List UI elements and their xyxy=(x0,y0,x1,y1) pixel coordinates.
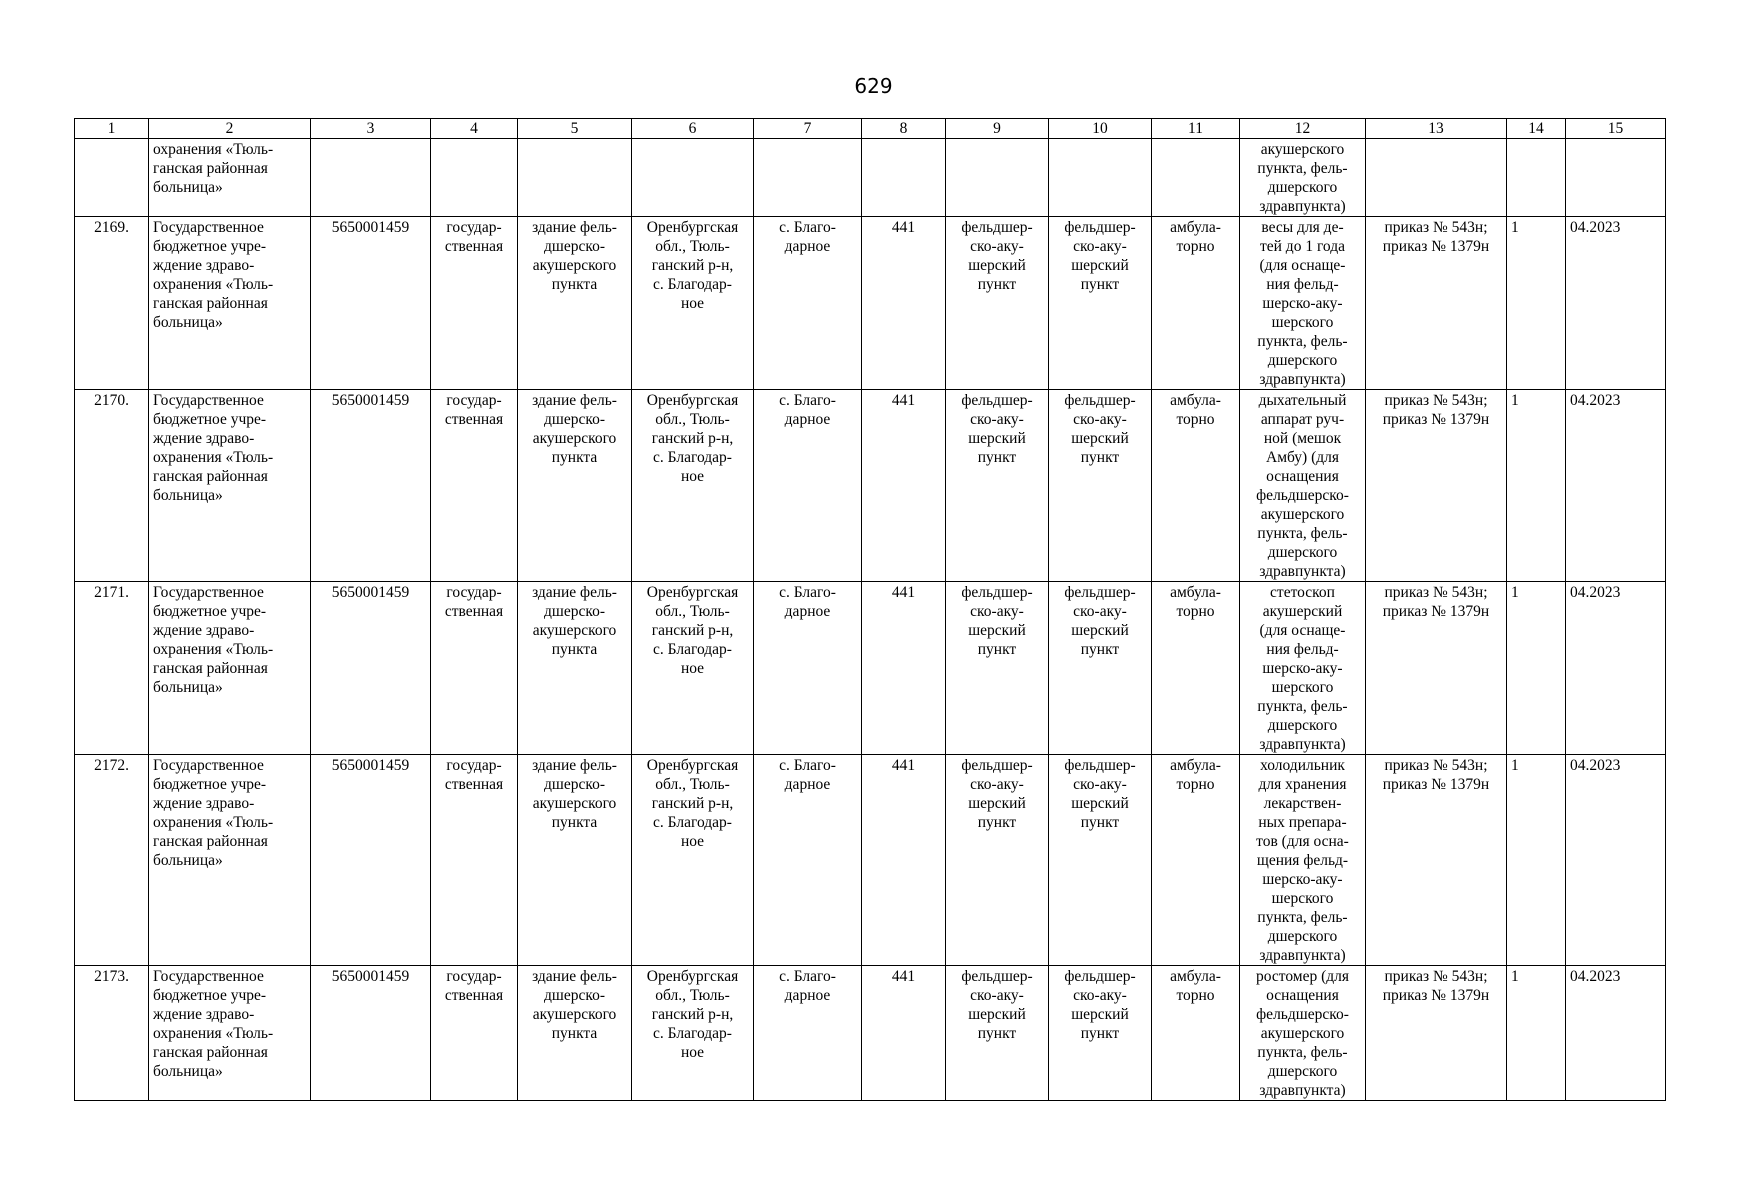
cell-code: 441 xyxy=(862,217,946,390)
cell-orders: приказ № 543н; приказ № 1379н xyxy=(1366,390,1507,582)
cell-inn: 5650001459 xyxy=(311,966,431,1101)
cell-code: 441 xyxy=(862,582,946,755)
cell-orders: приказ № 543н; приказ № 1379н xyxy=(1366,582,1507,755)
cell-type9: фельдшер- ско-аку- шерский пункт xyxy=(946,966,1049,1101)
cell-equipment: акушерского пункта, фель- дшерского здравпункта) xyxy=(1240,139,1366,217)
column-header: 8 xyxy=(862,119,946,139)
cell-num: 2171. xyxy=(75,582,149,755)
table-row xyxy=(75,390,1666,582)
cell-num: 2172. xyxy=(75,755,149,966)
cell-inn: 5650001459 xyxy=(311,217,431,390)
header-row xyxy=(75,119,1666,139)
cell-date: 04.2023 xyxy=(1566,755,1666,966)
cell-settlement xyxy=(754,139,862,217)
continuation-row xyxy=(75,139,1666,217)
cell-address xyxy=(632,139,754,217)
cell-inn: 5650001459 xyxy=(311,755,431,966)
cell-care: амбула- торно xyxy=(1152,966,1240,1101)
cell-care: амбула- торно xyxy=(1152,390,1240,582)
table-row xyxy=(75,755,1666,966)
cell-inn: 5650001459 xyxy=(311,582,431,755)
cell-building: здание фель- дшерско- акушерского пункта xyxy=(518,217,632,390)
cell-building xyxy=(518,139,632,217)
cell-code xyxy=(862,139,946,217)
cell-qty: 1 xyxy=(1507,582,1566,755)
table-row xyxy=(75,217,1666,390)
cell-ownership: государ- ственная xyxy=(431,966,518,1101)
cell-type10: фельдшер- ско-аку- шерский пункт xyxy=(1049,966,1152,1101)
column-header: 2 xyxy=(149,119,311,139)
column-header: 4 xyxy=(431,119,518,139)
cell-orders: приказ № 543н; приказ № 1379н xyxy=(1366,755,1507,966)
cell-date xyxy=(1566,139,1666,217)
cell-address: Оренбургская обл., Тюль- ганский р-н, с. Благодар- ное xyxy=(632,755,754,966)
cell-inn xyxy=(311,139,431,217)
table-row xyxy=(75,582,1666,755)
cell-num: 2173. xyxy=(75,966,149,1101)
cell-settlement: с. Благо- дарное xyxy=(754,755,862,966)
cell-type10: фельдшер- ско-аку- шерский пункт xyxy=(1049,582,1152,755)
cell-code: 441 xyxy=(862,966,946,1101)
cell-settlement: с. Благо- дарное xyxy=(754,217,862,390)
cell-ownership: государ- ственная xyxy=(431,390,518,582)
cell-num: 2170. xyxy=(75,390,149,582)
cell-type9: фельдшер- ско-аку- шерский пункт xyxy=(946,390,1049,582)
cell-org: Государственное бюджетное учре- ждение здраво- охранения «Тюль- ганская районная больница» xyxy=(149,390,311,582)
cell-qty: 1 xyxy=(1507,390,1566,582)
column-header: 1 xyxy=(75,119,149,139)
cell-orders: приказ № 543н; приказ № 1379н xyxy=(1366,217,1507,390)
cell-building: здание фель- дшерско- акушерского пункта xyxy=(518,755,632,966)
column-header: 14 xyxy=(1507,119,1566,139)
column-header: 15 xyxy=(1566,119,1666,139)
cell-ownership xyxy=(431,139,518,217)
column-header: 11 xyxy=(1152,119,1240,139)
column-header: 7 xyxy=(754,119,862,139)
cell-equipment: стетоскоп акушерский (для оснаще- ния фельд- шерско-аку- шерского пункта, фель- дшерского здравпункта) xyxy=(1240,582,1366,755)
cell-type10: фельдшер- ско-аку- шерский пункт xyxy=(1049,217,1152,390)
page-number: 629 xyxy=(854,74,893,98)
cell-building: здание фель- дшерско- акушерского пункта xyxy=(518,582,632,755)
cell-settlement: с. Благо- дарное xyxy=(754,582,862,755)
cell-address: Оренбургская обл., Тюль- ганский р-н, с. Благодар- ное xyxy=(632,966,754,1101)
cell-care: амбула- торно xyxy=(1152,755,1240,966)
cell-qty: 1 xyxy=(1507,966,1566,1101)
cell-care xyxy=(1152,139,1240,217)
cell-building: здание фель- дшерско- акушерского пункта xyxy=(518,966,632,1101)
cell-type10: фельдшер- ско-аку- шерский пункт xyxy=(1049,390,1152,582)
column-header: 10 xyxy=(1049,119,1152,139)
cell-org: Государственное бюджетное учре- ждение здраво- охранения «Тюль- ганская районная больница» xyxy=(149,582,311,755)
cell-type9: фельдшер- ско-аку- шерский пункт xyxy=(946,755,1049,966)
cell-date: 04.2023 xyxy=(1566,390,1666,582)
cell-code: 441 xyxy=(862,755,946,966)
cell-num xyxy=(75,139,149,217)
cell-date: 04.2023 xyxy=(1566,582,1666,755)
cell-org: Государственное бюджетное учре- ждение здраво- охранения «Тюль- ганская районная больница» xyxy=(149,217,311,390)
cell-address: Оренбургская обл., Тюль- ганский р-н, с. Благодар- ное xyxy=(632,217,754,390)
cell-date: 04.2023 xyxy=(1566,217,1666,390)
column-header: 6 xyxy=(632,119,754,139)
cell-ownership: государ- ственная xyxy=(431,217,518,390)
cell-qty: 1 xyxy=(1507,755,1566,966)
column-header: 13 xyxy=(1366,119,1507,139)
cell-equipment: ростомер (для оснащения фельдшерско- акушерского пункта, фель- дшерского здравпункта) xyxy=(1240,966,1366,1101)
cell-org: Государственное бюджетное учре- ждение здраво- охранения «Тюль- ганская районная больница» xyxy=(149,966,311,1101)
cell-qty: 1 xyxy=(1507,217,1566,390)
table-row xyxy=(75,966,1666,1101)
column-header: 5 xyxy=(518,119,632,139)
registry-table xyxy=(74,118,1666,1101)
cell-type9 xyxy=(946,139,1049,217)
cell-num: 2169. xyxy=(75,217,149,390)
cell-equipment: весы для де- тей до 1 года (для оснаще- ния фельд- шерско-аку- шерского пункта, фель- дшерского здравпункта) xyxy=(1240,217,1366,390)
cell-qty xyxy=(1507,139,1566,217)
cell-type9: фельдшер- ско-аку- шерский пункт xyxy=(946,217,1049,390)
cell-settlement: с. Благо- дарное xyxy=(754,390,862,582)
cell-code: 441 xyxy=(862,390,946,582)
cell-type10 xyxy=(1049,139,1152,217)
cell-settlement: с. Благо- дарное xyxy=(754,966,862,1101)
cell-org: охранения «Тюль- ганская районная больница» xyxy=(149,139,311,217)
cell-type9: фельдшер- ско-аку- шерский пункт xyxy=(946,582,1049,755)
column-header: 3 xyxy=(311,119,431,139)
cell-address: Оренбургская обл., Тюль- ганский р-н, с. Благодар- ное xyxy=(632,390,754,582)
cell-type10: фельдшер- ско-аку- шерский пункт xyxy=(1049,755,1152,966)
cell-equipment: дыхательный аппарат руч- ной (мешок Амбу) (для оснащения фельдшерско- акушерского пункта, фель- дшерского здравпункта) xyxy=(1240,390,1366,582)
cell-org: Государственное бюджетное учре- ждение здраво- охранения «Тюль- ганская районная больница» xyxy=(149,755,311,966)
cell-address: Оренбургская обл., Тюль- ганский р-н, с. Благодар- ное xyxy=(632,582,754,755)
column-header: 9 xyxy=(946,119,1049,139)
column-header: 12 xyxy=(1240,119,1366,139)
cell-orders: приказ № 543н; приказ № 1379н xyxy=(1366,966,1507,1101)
cell-inn: 5650001459 xyxy=(311,390,431,582)
cell-date: 04.2023 xyxy=(1566,966,1666,1101)
cell-equipment: холодильник для хранения лекарствен- ных препара- тов (для осна- щения фельд- шерско-аку- шерского пункта, фель- дшерского здравпункта) xyxy=(1240,755,1366,966)
cell-ownership: государ- ственная xyxy=(431,582,518,755)
cell-care: амбула- торно xyxy=(1152,217,1240,390)
cell-building: здание фель- дшерско- акушерского пункта xyxy=(518,390,632,582)
cell-orders xyxy=(1366,139,1507,217)
cell-ownership: государ- ственная xyxy=(431,755,518,966)
cell-care: амбула- торно xyxy=(1152,582,1240,755)
